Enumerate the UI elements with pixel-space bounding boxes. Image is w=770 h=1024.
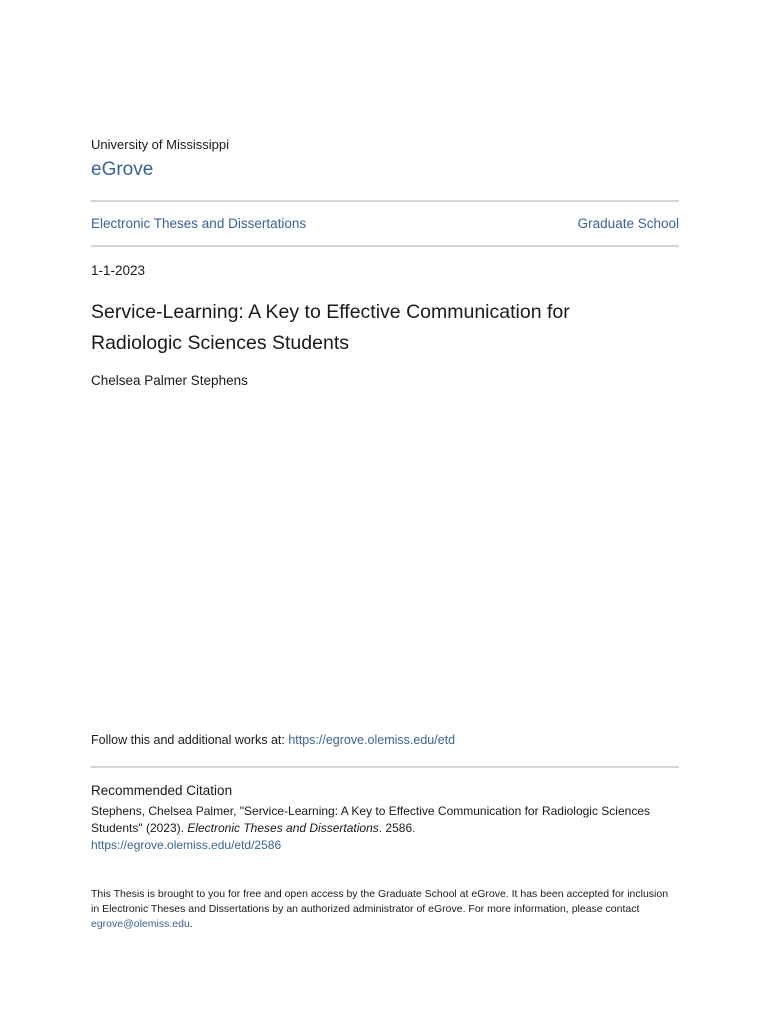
cover-page	[91, 0, 679, 1024]
divider-breadcrumb	[91, 245, 679, 247]
access-notice	[91, 887, 671, 932]
citation-number: . 2586.	[378, 821, 416, 835]
contact-email-link[interactable]: egrove@olemiss.edu	[91, 918, 190, 930]
title-line-2: Radiologic Sciences Students	[91, 332, 349, 354]
citation-heading: Recommended Citation	[91, 783, 233, 798]
follow-text: Follow this and additional works at:	[91, 733, 289, 747]
publication-date: 1-1-2023	[91, 263, 146, 278]
follow-line	[91, 733, 455, 747]
divider-citation	[91, 766, 679, 768]
notice-text: This Thesis is brought to you for free and open access by the Graduate School at eGrove. It has been accepted for inclusion in Electronic Theses and Dissertations by an authorized administrator of eGrove. For more information, please contact	[91, 888, 669, 915]
notice-end: .	[189, 918, 193, 930]
author-name: Chelsea Palmer Stephens	[91, 373, 248, 388]
citation-text: Stephens, Chelsea Palmer, "Service-Learning: A Key to Effective Communication for Radiologic Sciences Students" (2023).	[91, 804, 650, 835]
collection-link[interactable]: Electronic Theses and Dissertations	[91, 216, 307, 231]
divider-top	[91, 200, 679, 202]
etd-collection-link[interactable]: https://egrove.olemiss.edu/etd	[288, 733, 456, 747]
institution-name: University of Mississippi	[91, 137, 229, 152]
repository-link[interactable]: eGrove	[91, 159, 154, 180]
citation-link[interactable]: https://egrove.olemiss.edu/etd/2586	[91, 838, 282, 852]
document-title	[91, 297, 651, 359]
citation-block	[91, 803, 679, 854]
school-link[interactable]: Graduate School	[577, 216, 679, 231]
title-line-1: Service-Learning: A Key to Effective Communication for	[91, 301, 570, 323]
citation-series: Electronic Theses and Dissertations	[187, 821, 379, 835]
